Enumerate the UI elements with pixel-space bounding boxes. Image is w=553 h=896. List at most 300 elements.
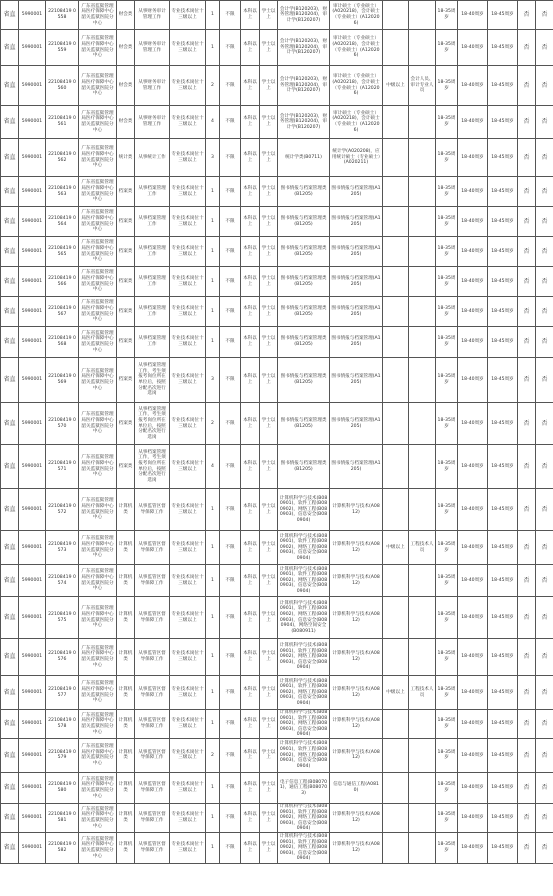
- cell-headcount: 1: [206, 489, 220, 531]
- cell-education: 本科以上: [241, 772, 260, 803]
- cell-age-range-2: 18-40周岁: [458, 66, 488, 106]
- cell-age-range-2: 18-40周岁: [458, 403, 488, 445]
- cell-age-range-3: 18-45周岁: [488, 676, 518, 710]
- cell-employer: 广东省监狱管理局医疗保障中心韶关监狱医院分中心: [79, 30, 117, 66]
- cell-job-code: 22108419 0561: [46, 106, 79, 139]
- cell-job-code: 22108419 0569: [46, 358, 79, 403]
- cell-headcount: 2: [206, 738, 220, 772]
- cell-age-range-3: 18-45周岁: [488, 403, 518, 445]
- cell-job-level: 专业技术岗位十三级以上: [170, 177, 206, 207]
- cell-major-undergrad: 图书情报与档案管理类(B1205): [278, 177, 330, 207]
- cell-region: 省直: [1, 489, 19, 531]
- cell-flag-1: 否: [518, 639, 536, 676]
- cell-major-undergrad: 图书情报与档案管理类(B1205): [278, 327, 330, 358]
- cell-age-range-2: 18-40周岁: [458, 489, 488, 531]
- table-row: [1, 832, 553, 863]
- cell-job-category: 档案类: [117, 403, 135, 445]
- cell-job-description: 从事监管区督导保障工作: [135, 531, 170, 565]
- cell-job-code: 22108419 0579: [46, 738, 79, 772]
- cell-employer: 广东省监狱管理局医疗保障中心韶关监狱医院分中心: [79, 565, 117, 597]
- cell-major-grad: 统计学(A020208)，应用统计硕士（专业硕士）(A020211): [330, 139, 383, 177]
- cell-qualification: [409, 445, 436, 489]
- cell-age-range-3: 18-45周岁: [488, 489, 518, 531]
- cell-job-code: 22108419 0573: [46, 531, 79, 565]
- cell-education: 本科以上: [241, 676, 260, 710]
- cell-employer: 广东省监狱管理局医疗保障中心韶关监狱医院分中心: [79, 772, 117, 803]
- cell-age-range-3: 18-45周岁: [488, 327, 518, 358]
- cell-flag-2: 否: [536, 358, 553, 403]
- cell-flag-2: 否: [536, 30, 553, 66]
- cell-job-code: 22108419 0565: [46, 237, 79, 267]
- cell-major-grad: 计算机科学与技术(A0812): [330, 832, 383, 863]
- cell-region: 省直: [1, 738, 19, 772]
- cell-age-range-1: 18-35周岁: [436, 445, 458, 489]
- cell-title-level: [383, 207, 409, 237]
- table-row: [1, 297, 553, 327]
- cell-headcount: 3: [206, 358, 220, 403]
- cell-degree: 学士以上: [260, 327, 278, 358]
- cell-education: 本科以上: [241, 1, 260, 30]
- cell-qualification: [409, 106, 436, 139]
- cell-age-range-2: 18-40周岁: [458, 327, 488, 358]
- cell-qualification: [409, 803, 436, 832]
- cell-gender: 不限: [220, 1, 241, 30]
- cell-major-undergrad: 计算机科学与技术(B080901)，软件工程(B080902)，网络工程(B080903)，信息安全(B080904)，网络空间安全(B080911): [278, 597, 330, 639]
- cell-major-undergrad: 会计学(B120203)，财务管理(B120204)，审计学(B120207): [278, 30, 330, 66]
- cell-age-range-2: 18-40周岁: [458, 832, 488, 863]
- cell-title-level: [383, 30, 409, 66]
- cell-gender: 不限: [220, 738, 241, 772]
- cell-age-range-2: 18-40周岁: [458, 30, 488, 66]
- cell-job-code: 22108419 0578: [46, 710, 79, 739]
- cell-unit-code: 5990001: [19, 267, 46, 297]
- cell-degree: 学士以上: [260, 772, 278, 803]
- cell-major-grad: 计算机科学与技术(A0812): [330, 710, 383, 739]
- cell-job-code: 22108419 0562: [46, 139, 79, 177]
- cell-job-category: 计算机类: [117, 489, 135, 531]
- cell-employer: 广东省监狱管理局医疗保障中心韶关监狱医院分中心: [79, 489, 117, 531]
- cell-degree: 学士以上: [260, 565, 278, 597]
- cell-region: 省直: [1, 30, 19, 66]
- cell-title-level: [383, 710, 409, 739]
- cell-employer: 广东省监狱管理局医疗保障中心韶关监狱医院分中心: [79, 358, 117, 403]
- cell-job-code: 22108419 0560: [46, 66, 79, 106]
- cell-job-category: 档案类: [117, 267, 135, 297]
- cell-job-code: 22108419 0564: [46, 207, 79, 237]
- cell-gender: 不限: [220, 676, 241, 710]
- cell-gender: 不限: [220, 358, 241, 403]
- cell-degree: 学士以上: [260, 676, 278, 710]
- cell-job-category: 计算机类: [117, 597, 135, 639]
- cell-flag-2: 否: [536, 1, 553, 30]
- cell-flag-2: 否: [536, 597, 553, 639]
- cell-age-range-2: 18-40周岁: [458, 139, 488, 177]
- table-row: [1, 738, 553, 772]
- cell-flag-2: 否: [536, 772, 553, 803]
- cell-flag-1: 否: [518, 710, 536, 739]
- cell-gender: 不限: [220, 710, 241, 739]
- cell-flag-2: 否: [536, 531, 553, 565]
- cell-gender: 不限: [220, 297, 241, 327]
- cell-qualification: [409, 772, 436, 803]
- cell-job-level: 专业技术岗位十三级以上: [170, 358, 206, 403]
- cell-education: 本科以上: [241, 267, 260, 297]
- cell-job-code: 22108419 0577: [46, 676, 79, 710]
- cell-job-category: 统计类: [117, 139, 135, 177]
- cell-headcount: 2: [206, 403, 220, 445]
- cell-region: 省直: [1, 803, 19, 832]
- cell-flag-2: 否: [536, 177, 553, 207]
- cell-major-undergrad: 计算机科学与技术(B080901)，软件工程(B080902)，网络工程(B080903)，信息安全(B080904): [278, 803, 330, 832]
- cell-qualification: [409, 489, 436, 531]
- cell-degree: 学士以上: [260, 358, 278, 403]
- table-row: [1, 30, 553, 66]
- cell-job-level: 专业技术岗位十三级以上: [170, 267, 206, 297]
- cell-age-range-1: 18-35周岁: [436, 676, 458, 710]
- cell-unit-code: 5990001: [19, 327, 46, 358]
- cell-flag-2: 否: [536, 639, 553, 676]
- table-row: [1, 710, 553, 739]
- cell-job-description: 从事财务审计管理工作: [135, 30, 170, 66]
- cell-qualification: [409, 565, 436, 597]
- cell-employer: 广东省监狱管理局医疗保障中心韶关监狱医院分中心: [79, 639, 117, 676]
- cell-age-range-3: 18-45周岁: [488, 531, 518, 565]
- table-row: [1, 403, 553, 445]
- cell-age-range-1: 18-35周岁: [436, 597, 458, 639]
- cell-gender: 不限: [220, 139, 241, 177]
- cell-education: 本科以上: [241, 445, 260, 489]
- cell-age-range-3: 18-45周岁: [488, 565, 518, 597]
- cell-flag-1: 否: [518, 267, 536, 297]
- table-row: [1, 1, 553, 30]
- cell-degree: 学士以上: [260, 832, 278, 863]
- cell-job-code: 22108419 0580: [46, 772, 79, 803]
- cell-job-category: 计算机类: [117, 772, 135, 803]
- table-row: [1, 772, 553, 803]
- cell-unit-code: 5990001: [19, 66, 46, 106]
- cell-flag-1: 否: [518, 237, 536, 267]
- cell-title-level: [383, 327, 409, 358]
- cell-education: 本科以上: [241, 237, 260, 267]
- cell-major-undergrad: 统计学类(B0711): [278, 139, 330, 177]
- cell-degree: 学士以上: [260, 738, 278, 772]
- cell-education: 本科以上: [241, 177, 260, 207]
- cell-age-range-1: 18-35周岁: [436, 207, 458, 237]
- cell-gender: 不限: [220, 237, 241, 267]
- cell-flag-1: 否: [518, 1, 536, 30]
- cell-flag-2: 否: [536, 489, 553, 531]
- cell-region: 省直: [1, 139, 19, 177]
- cell-unit-code: 5990001: [19, 772, 46, 803]
- cell-job-level: 专业技术岗位十三级以上: [170, 531, 206, 565]
- table-row: [1, 66, 553, 106]
- cell-education: 本科以上: [241, 565, 260, 597]
- cell-flag-1: 否: [518, 738, 536, 772]
- cell-region: 省直: [1, 66, 19, 106]
- cell-education: 本科以上: [241, 738, 260, 772]
- cell-headcount: 1: [206, 710, 220, 739]
- cell-employer: 广东省监狱管理局医疗保障中心韶关监狱医院分中心: [79, 531, 117, 565]
- cell-major-grad: 审计硕士（专业硕士）(A020218)，会计硕士（专业硕士）(A120206): [330, 66, 383, 106]
- cell-major-undergrad: 图书情报与档案管理类(B1205): [278, 403, 330, 445]
- cell-age-range-1: 18-35周岁: [436, 803, 458, 832]
- cell-unit-code: 5990001: [19, 676, 46, 710]
- cell-headcount: 1: [206, 597, 220, 639]
- cell-degree: 学士以上: [260, 445, 278, 489]
- cell-degree: 学士以上: [260, 177, 278, 207]
- cell-region: 省直: [1, 177, 19, 207]
- cell-title-level: [383, 1, 409, 30]
- cell-job-category: 计算机类: [117, 676, 135, 710]
- cell-age-range-1: 18-35周岁: [436, 297, 458, 327]
- cell-unit-code: 5990001: [19, 1, 46, 30]
- cell-unit-code: 5990001: [19, 597, 46, 639]
- cell-job-description: 从事档案管理工作: [135, 237, 170, 267]
- cell-flag-2: 否: [536, 106, 553, 139]
- cell-flag-1: 否: [518, 403, 536, 445]
- cell-region: 省直: [1, 358, 19, 403]
- cell-region: 省直: [1, 565, 19, 597]
- cell-age-range-3: 18-45周岁: [488, 106, 518, 139]
- cell-region: 省直: [1, 772, 19, 803]
- cell-flag-1: 否: [518, 832, 536, 863]
- cell-major-grad: 图书情报与档案管理(A1205): [330, 445, 383, 489]
- cell-age-range-1: 18-35周岁: [436, 738, 458, 772]
- cell-region: 省直: [1, 832, 19, 863]
- cell-major-undergrad: 计算机科学与技术(B080901)，软件工程(B080902)，网络工程(B080903)，信息安全(B080904): [278, 489, 330, 531]
- cell-job-level: 专业技术岗位十三级以上: [170, 66, 206, 106]
- cell-headcount: 1: [206, 177, 220, 207]
- cell-age-range-2: 18-40周岁: [458, 358, 488, 403]
- cell-job-category: 计算机类: [117, 832, 135, 863]
- cell-job-level: 专业技术岗位十三级以上: [170, 597, 206, 639]
- cell-degree: 学士以上: [260, 237, 278, 267]
- cell-age-range-2: 18-40周岁: [458, 445, 488, 489]
- cell-major-undergrad: 图书情报与档案管理类(B1205): [278, 297, 330, 327]
- cell-age-range-1: 18-35周岁: [436, 565, 458, 597]
- cell-major-undergrad: 会计学(B120203)，财务管理(B120204)，审计学(B120207): [278, 66, 330, 106]
- table-row: [1, 489, 553, 531]
- cell-age-range-3: 18-45周岁: [488, 738, 518, 772]
- cell-employer: 广东省监狱管理局医疗保障中心韶关监狱医院分中心: [79, 237, 117, 267]
- cell-gender: 不限: [220, 445, 241, 489]
- cell-gender: 不限: [220, 66, 241, 106]
- cell-employer: 广东省监狱管理局医疗保障中心韶关监狱医院分中心: [79, 66, 117, 106]
- cell-major-grad: 计算机科学与技术(A0812): [330, 803, 383, 832]
- cell-flag-2: 否: [536, 832, 553, 863]
- cell-title-level: [383, 639, 409, 676]
- cell-age-range-1: 18-35周岁: [436, 106, 458, 139]
- cell-title-level: 中级以上: [383, 531, 409, 565]
- cell-job-code: 22108419 0558: [46, 1, 79, 30]
- cell-job-description: 从事监管区督导保障工作: [135, 832, 170, 863]
- cell-gender: 不限: [220, 207, 241, 237]
- cell-unit-code: 5990001: [19, 738, 46, 772]
- cell-flag-1: 否: [518, 327, 536, 358]
- cell-age-range-2: 18-40周岁: [458, 267, 488, 297]
- cell-age-range-2: 18-40周岁: [458, 772, 488, 803]
- cell-flag-1: 否: [518, 66, 536, 106]
- cell-region: 省直: [1, 237, 19, 267]
- cell-degree: 学士以上: [260, 30, 278, 66]
- cell-headcount: 1: [206, 327, 220, 358]
- cell-unit-code: 5990001: [19, 297, 46, 327]
- cell-degree: 学士以上: [260, 639, 278, 676]
- cell-job-level: 专业技术岗位十三级以上: [170, 1, 206, 30]
- cell-region: 省直: [1, 445, 19, 489]
- cell-employer: 广东省监狱管理局医疗保障中心韶关监狱医院分中心: [79, 676, 117, 710]
- table-row: [1, 267, 553, 297]
- cell-major-undergrad: 计算机科学与技术(B080901)，软件工程(B080902)，网络工程(B080903)，信息安全(B080904): [278, 639, 330, 676]
- cell-job-category: 财会类: [117, 30, 135, 66]
- cell-job-level: 专业技术岗位十三级以上: [170, 237, 206, 267]
- cell-age-range-1: 18-35周岁: [436, 489, 458, 531]
- cell-age-range-2: 18-40周岁: [458, 177, 488, 207]
- cell-title-level: [383, 803, 409, 832]
- cell-flag-2: 否: [536, 66, 553, 106]
- cell-job-category: 计算机类: [117, 531, 135, 565]
- cell-flag-1: 否: [518, 207, 536, 237]
- cell-education: 本科以上: [241, 531, 260, 565]
- cell-headcount: 4: [206, 106, 220, 139]
- cell-age-range-1: 18-35周岁: [436, 710, 458, 739]
- cell-title-level: 中级以上: [383, 676, 409, 710]
- cell-job-level: 专业技术岗位十三级以上: [170, 489, 206, 531]
- cell-job-code: 22108419 0563: [46, 177, 79, 207]
- cell-flag-1: 否: [518, 445, 536, 489]
- cell-degree: 学士以上: [260, 139, 278, 177]
- cell-unit-code: 5990001: [19, 639, 46, 676]
- cell-major-undergrad: 计算机科学与技术(B080901)，软件工程(B080902)，网络工程(B080903)，信息安全(B080904): [278, 832, 330, 863]
- cell-employer: 广东省监狱管理局医疗保障中心韶关监狱医院分中心: [79, 832, 117, 863]
- cell-degree: 学士以上: [260, 1, 278, 30]
- cell-degree: 学士以上: [260, 531, 278, 565]
- cell-major-grad: 计算机科学与技术(A0812): [330, 489, 383, 531]
- cell-qualification: [409, 297, 436, 327]
- cell-degree: 学士以上: [260, 267, 278, 297]
- table-row: [1, 676, 553, 710]
- cell-qualification: [409, 710, 436, 739]
- cell-headcount: 1: [206, 676, 220, 710]
- cell-qualification: [409, 639, 436, 676]
- cell-qualification: 会计人员、审计专业人员: [409, 66, 436, 106]
- cell-job-description: 从事档案管理工作: [135, 177, 170, 207]
- cell-job-description: 从事监管区督导保障工作: [135, 676, 170, 710]
- cell-headcount: 1: [206, 237, 220, 267]
- table-row: [1, 531, 553, 565]
- cell-headcount: 1: [206, 531, 220, 565]
- cell-education: 本科以上: [241, 832, 260, 863]
- cell-degree: 学士以上: [260, 106, 278, 139]
- cell-qualification: [409, 177, 436, 207]
- cell-age-range-3: 18-45周岁: [488, 207, 518, 237]
- table-row: [1, 565, 553, 597]
- cell-job-level: 专业技术岗位十三级以上: [170, 676, 206, 710]
- cell-title-level: [383, 445, 409, 489]
- cell-job-level: 专业技术岗位十三级以上: [170, 738, 206, 772]
- cell-job-description: 从事财务审计管理工作: [135, 106, 170, 139]
- cell-job-category: 计算机类: [117, 738, 135, 772]
- cell-age-range-2: 18-40周岁: [458, 639, 488, 676]
- cell-gender: 不限: [220, 177, 241, 207]
- cell-job-description: 从事财务审计管理工作: [135, 1, 170, 30]
- cell-employer: 广东省监狱管理局医疗保障中心韶关监狱医院分中心: [79, 710, 117, 739]
- cell-title-level: [383, 358, 409, 403]
- cell-job-code: 22108419 0572: [46, 489, 79, 531]
- cell-job-description: 从事档案管理工作，考生须报考岗位所在单位后，按照分配名次进行选岗: [135, 358, 170, 403]
- cell-age-range-2: 18-40周岁: [458, 738, 488, 772]
- cell-age-range-1: 18-35周岁: [436, 177, 458, 207]
- cell-major-undergrad: 图书情报与档案管理类(B1205): [278, 207, 330, 237]
- cell-major-grad: 图书情报与档案管理(A1205): [330, 237, 383, 267]
- cell-unit-code: 5990001: [19, 832, 46, 863]
- cell-job-category: 财会类: [117, 66, 135, 106]
- cell-flag-2: 否: [536, 403, 553, 445]
- cell-job-category: 财会类: [117, 106, 135, 139]
- table-row: [1, 327, 553, 358]
- cell-age-range-1: 18-35周岁: [436, 403, 458, 445]
- cell-region: 省直: [1, 267, 19, 297]
- cell-major-undergrad: 会计学(B120203)，财务管理(B120204)，审计学(B120207): [278, 1, 330, 30]
- cell-education: 本科以上: [241, 803, 260, 832]
- cell-job-code: 22108419 0574: [46, 565, 79, 597]
- table-row: [1, 237, 553, 267]
- cell-flag-2: 否: [536, 676, 553, 710]
- cell-headcount: 1: [206, 772, 220, 803]
- cell-major-undergrad: 图书情报与档案管理类(B1205): [278, 267, 330, 297]
- cell-job-level: 专业技术岗位十三级以上: [170, 403, 206, 445]
- cell-job-description: 从事监管区督导保障工作: [135, 772, 170, 803]
- cell-unit-code: 5990001: [19, 30, 46, 66]
- cell-age-range-2: 18-40周岁: [458, 106, 488, 139]
- cell-flag-1: 否: [518, 177, 536, 207]
- cell-education: 本科以上: [241, 66, 260, 106]
- cell-title-level: [383, 772, 409, 803]
- cell-job-code: 22108419 0567: [46, 297, 79, 327]
- cell-gender: 不限: [220, 267, 241, 297]
- cell-age-range-3: 18-45周岁: [488, 1, 518, 30]
- cell-flag-1: 否: [518, 676, 536, 710]
- cell-gender: 不限: [220, 327, 241, 358]
- cell-gender: 不限: [220, 489, 241, 531]
- cell-qualification: [409, 30, 436, 66]
- cell-job-description: 从事监管区督导保障工作: [135, 803, 170, 832]
- cell-job-level: 专业技术岗位十三级以上: [170, 772, 206, 803]
- cell-age-range-1: 18-35周岁: [436, 66, 458, 106]
- cell-unit-code: 5990001: [19, 207, 46, 237]
- cell-unit-code: 5990001: [19, 237, 46, 267]
- cell-qualification: 工程技术人员: [409, 676, 436, 710]
- cell-headcount: 1: [206, 267, 220, 297]
- cell-degree: 学士以上: [260, 489, 278, 531]
- cell-age-range-3: 18-45周岁: [488, 267, 518, 297]
- cell-degree: 学士以上: [260, 66, 278, 106]
- cell-title-level: [383, 597, 409, 639]
- cell-education: 本科以上: [241, 297, 260, 327]
- cell-job-description: 从事监管区督导保障工作: [135, 597, 170, 639]
- table-row: [1, 358, 553, 403]
- cell-title-level: [383, 177, 409, 207]
- table-row: [1, 207, 553, 237]
- cell-job-code: 22108419 0570: [46, 403, 79, 445]
- cell-region: 省直: [1, 710, 19, 739]
- cell-job-code: 22108419 0576: [46, 639, 79, 676]
- cell-gender: 不限: [220, 832, 241, 863]
- cell-job-description: 从事档案管理工作: [135, 207, 170, 237]
- cell-unit-code: 5990001: [19, 358, 46, 403]
- table-row: [1, 597, 553, 639]
- cell-education: 本科以上: [241, 403, 260, 445]
